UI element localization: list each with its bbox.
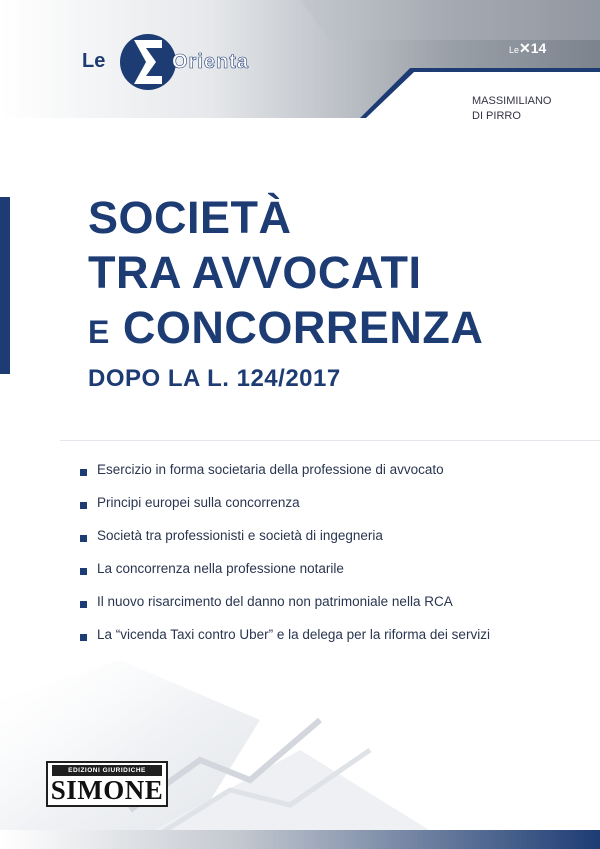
topic-item — [80, 594, 490, 627]
title-line-1: SOCIETÀ — [88, 192, 292, 243]
topic-item — [80, 462, 490, 495]
logo-prefix: Le — [82, 50, 106, 72]
bullet-square-icon — [80, 568, 87, 575]
bullet-square-icon — [80, 535, 87, 542]
title-line-3-word: CONCORRENZA — [122, 302, 484, 353]
topic-text: Il nuovo risarcimento del danno non patrimoniale nella RCA — [97, 594, 453, 609]
topic-item — [80, 561, 490, 594]
bullet-square-icon — [80, 502, 87, 509]
series-tag-prefix: Le — [509, 45, 520, 55]
series-logo — [82, 26, 292, 98]
topic-text: Società tra professionisti e società di ingegneria — [97, 528, 383, 543]
topics-list — [80, 462, 490, 660]
divider — [60, 440, 600, 441]
bottom-bar — [0, 830, 600, 849]
topic-text: Esercizio in forma societaria della professione di avvocato — [97, 462, 444, 477]
logo-suffix: Orienta — [172, 51, 250, 73]
publisher-logo-name: SIMONE — [50, 775, 164, 805]
topic-text: La concorrenza nella professione notarile — [97, 561, 344, 576]
topic-item — [80, 528, 490, 561]
book-title — [88, 190, 483, 360]
title-line-3-conjunction: E — [88, 314, 110, 350]
topic-text: Principi europei sulla concorrenza — [97, 495, 300, 510]
author-name — [472, 94, 551, 124]
series-tag-number: 14 — [530, 40, 547, 56]
bottom-decoration — [0, 640, 600, 849]
series-tag-x-icon: ✕ — [519, 40, 531, 56]
book-subtitle: DOPO LA L. 124/2017 — [88, 365, 341, 392]
author-first-name: MASSIMILIANO — [472, 95, 552, 107]
logo-x-mark — [118, 26, 178, 98]
series-number-tag — [509, 40, 546, 57]
title-line-3 — [88, 300, 483, 360]
topic-item — [80, 495, 490, 528]
bullet-square-icon — [80, 469, 87, 476]
title-line-2: TRA AVVOCATI — [88, 247, 422, 298]
bullet-square-icon — [80, 601, 87, 608]
publisher-logo — [46, 761, 168, 807]
publisher-vertical-label — [4, 700, 16, 830]
topic-text: La “vicenda Taxi contro Uber” e la delega per la riforma dei servizi — [97, 627, 490, 642]
title-accent-bar — [0, 197, 10, 374]
author-last-name: DI PIRRO — [472, 110, 521, 122]
publisher-logo-top: EDIZIONI GIURIDICHE — [52, 765, 162, 776]
